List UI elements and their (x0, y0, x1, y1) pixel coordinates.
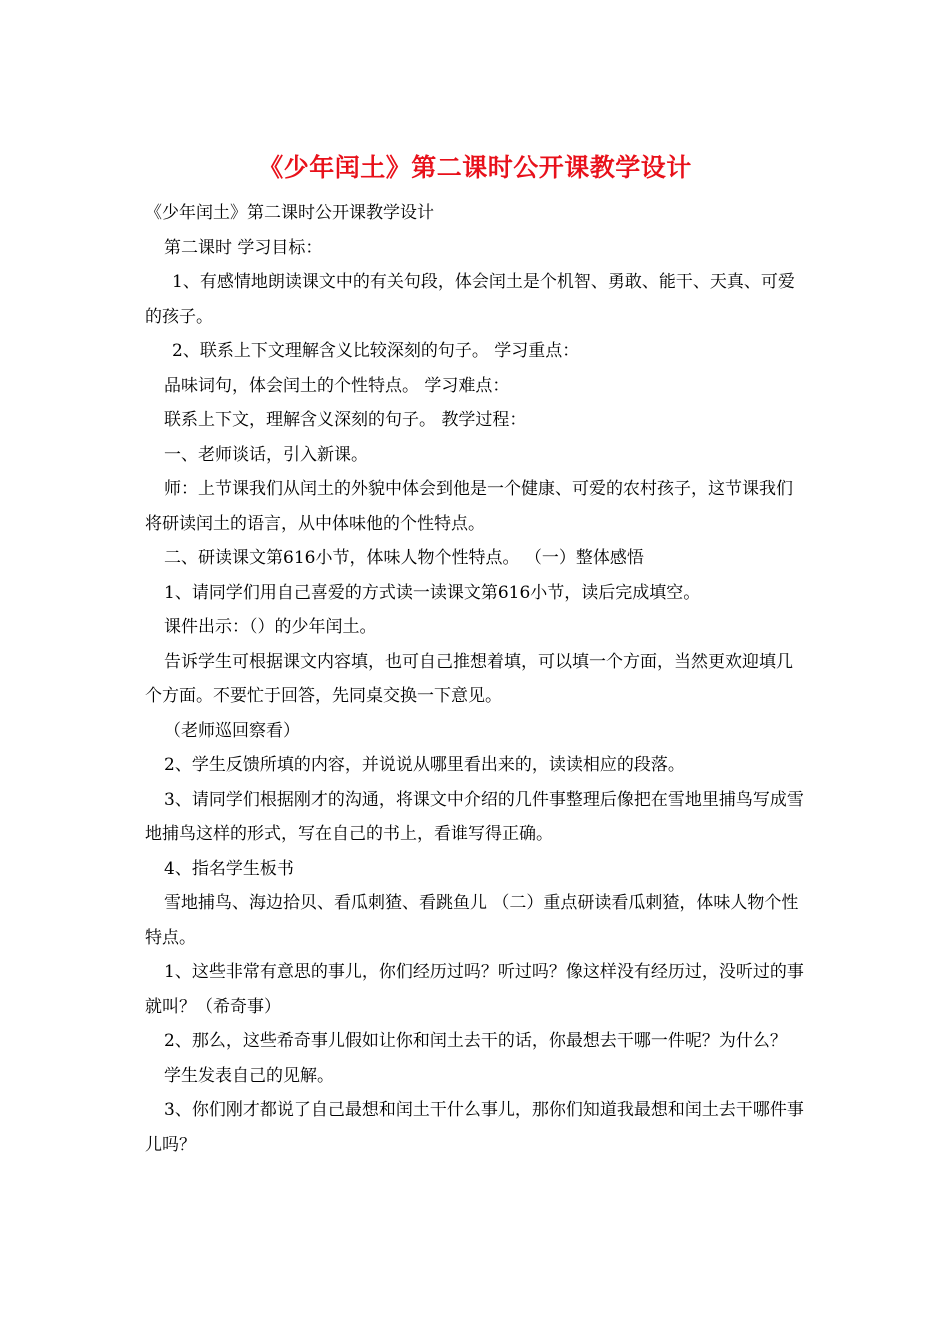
paragraph-step-1: 一、老师谈话，引入新课。 (164, 444, 368, 465)
paragraph-courseware: 课件出示：（）的少年闰土。 (164, 617, 377, 637)
paragraph-events-list: 雪地捕鸟、海边拾贝、看瓜刺猹、看跳鱼儿 （二）重点研读看瓜刺猹，体味人物个性特点。 (145, 893, 799, 948)
paragraph-board-writing: 4、指名学生板书 (164, 858, 294, 879)
document-body (145, 196, 807, 1162)
paragraph-students-opinion: 学生发表自己的见解。 (164, 1065, 334, 1086)
document-title: 《少年闰土》第二课时公开课教学设计 (258, 153, 692, 182)
paragraph-key-points: 品味词句，体会闰土的个性特点。 学习难点： (164, 375, 510, 396)
paragraph-question-3: 3、你们刚才都说了自己最想和闰土干什么事儿，那你们知道我最想和闰土去干哪件事儿吗？ (145, 1100, 804, 1155)
paragraph-organize-events: 3、请同学们根据刚才的沟通，将课文中介绍的几件事整理后像把在雪地里捕鸟写成雪地捕鸟这样的形式，写在自己的书上，看谁写得正确。 (145, 789, 804, 844)
paragraph-question-2: 2、那么，这些希奇事儿假如让你和闰土去干的话，你最想去干哪一件呢？为什么？ (164, 1031, 787, 1051)
paragraph-question-1: 1、这些非常有意思的事儿，你们经历过吗？听过吗？像这样没有经历过，没听过的事就叫？（希奇事） (145, 962, 804, 1017)
paragraph-tell-students: 告诉学生可根据课文内容填，也可自己推想着填，可以填一个方面，当然更欢迎填几个方面。不要忙于回答，先同桌交换一下意见。 (145, 651, 793, 706)
paragraph-feedback: 2、学生反馈所填的内容，并说说从哪里看出来的，读读相应的段落。 (164, 755, 685, 775)
paragraph-read-text: 1、请同学们用自己喜爱的方式读一读课文第616小节，读后完成填空。 (164, 582, 701, 603)
paragraph-teacher-check: （老师巡回察看） (164, 720, 300, 741)
paragraph-teacher-intro: 师：上节课我们从闰土的外貌中体会到他是一个健康、可爱的农村孩子，这节课我们将研读闰土的语言，从中体味他的个性特点。 (145, 479, 793, 534)
paragraph-goal-2: 2、联系上下文理解含义比较深刻的句子。 学习重点： (172, 341, 580, 361)
paragraph-step-2: 二、研读课文第616小节，体味人物个性特点。 （一）整体感悟 (164, 548, 644, 568)
paragraph-subtitle: 《少年闰土》第二课时公开课教学设计 (145, 203, 434, 223)
paragraph-goal-1: 1、有感情地朗读课文中的有关句段，体会闰土是个机智、勇敢、能干、天真、可爱的孩子。 (145, 272, 795, 327)
paragraph-lesson-goals: 第二课时 学习目标： (164, 237, 323, 258)
paragraph-difficulties: 联系上下文，理解含义深刻的句子。 教学过程： (164, 410, 527, 430)
